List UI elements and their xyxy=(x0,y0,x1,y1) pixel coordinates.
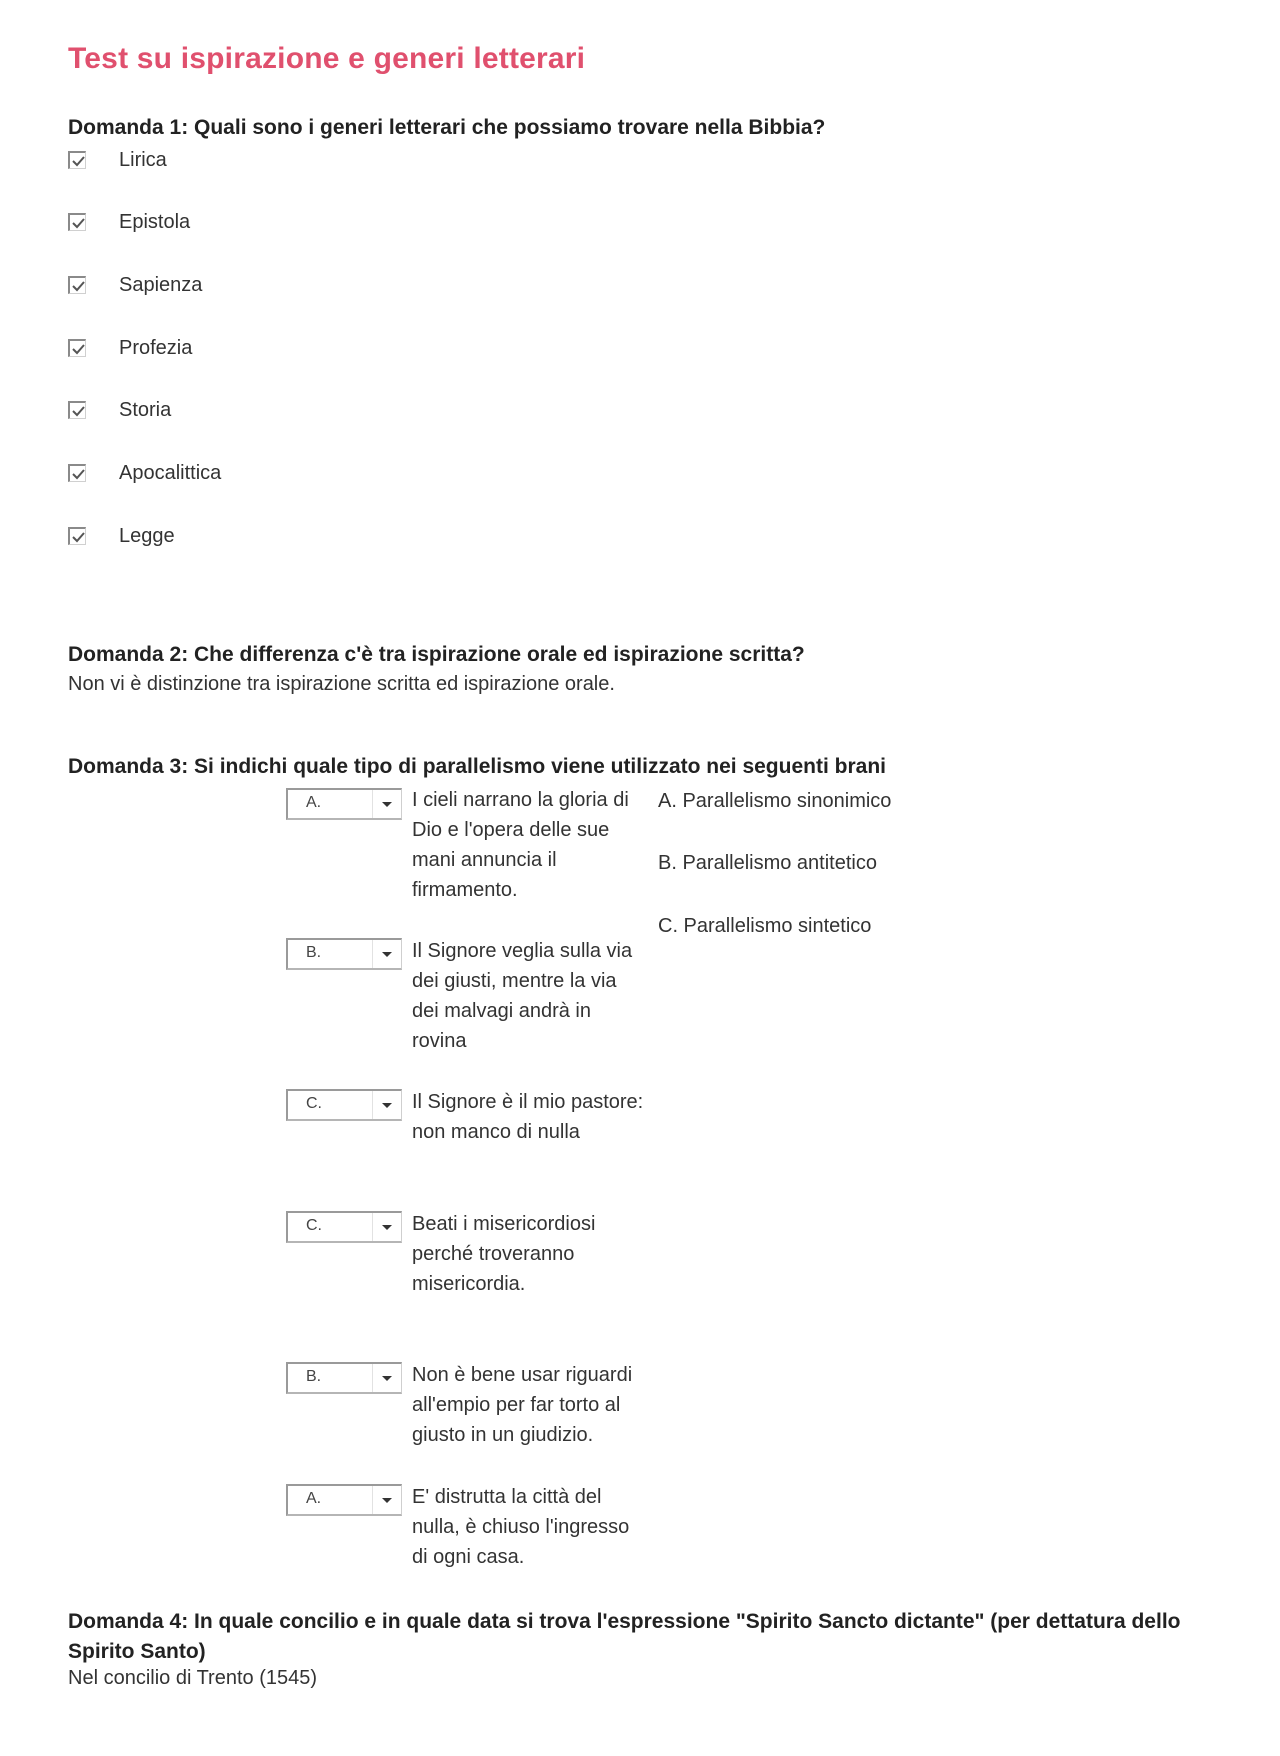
answer-select-1[interactable] xyxy=(286,788,402,820)
checkbox-lirica[interactable] xyxy=(68,151,86,169)
checkbox-row-sapienza[interactable] xyxy=(68,270,202,300)
checkmark-icon xyxy=(72,531,85,543)
passage-5: Non è bene usar riguardi all'empio per far torto al giusto in un giudizio. xyxy=(412,1364,633,1446)
question-2-title: Domanda 2: Che differenza c'è tra ispirazione orale ed ispirazione scritta? xyxy=(68,643,805,666)
checkbox-row-profezia[interactable] xyxy=(68,333,192,363)
question-3-title: Domanda 3: Si indichi quale tipo di parallelismo viene utilizzato nei seguenti brani xyxy=(68,755,886,778)
checkbox-apocalittica[interactable] xyxy=(68,464,86,482)
checkbox-label-storia: Storia xyxy=(119,398,172,421)
checkmark-icon xyxy=(72,155,85,167)
question-4-title: Domanda 4: In quale concilio e in quale data si trova l'espressione "Spirito Sancto dictante" (per dettatura dello Spirito Santo) xyxy=(68,1610,1181,1663)
chevron-down-icon[interactable] xyxy=(372,790,401,818)
question-1-title: Domanda 1: Quali sono i generi letterari che possiamo trovare nella Bibbia? xyxy=(68,116,826,139)
checkbox-storia[interactable] xyxy=(68,401,86,419)
checkbox-label-lirica: Lirica xyxy=(119,148,167,171)
passage-1: I cieli narrano la gloria di Dio e l'opera delle sue mani annuncia il firmamento. xyxy=(412,789,629,901)
checkbox-profezia[interactable] xyxy=(68,339,86,357)
checkbox-label-epistola: Epistola xyxy=(119,210,191,233)
passage-2: Il Signore veglia sulla via dei giusti, mentre la via dei malvagi andrà in rovina xyxy=(412,940,633,1052)
select-value: B. xyxy=(306,1368,322,1385)
checkbox-legge[interactable] xyxy=(68,527,86,545)
select-value: C. xyxy=(306,1217,322,1234)
option-a: A. Parallelismo sinonimico xyxy=(658,790,892,812)
select-value: A. xyxy=(306,794,322,811)
chevron-down-icon[interactable] xyxy=(372,1213,401,1241)
checkbox-label-sapienza: Sapienza xyxy=(119,273,203,296)
checkmark-icon xyxy=(72,468,85,480)
passage-4: Beati i misericordiosi perché troveranno misericordia. xyxy=(412,1213,596,1295)
chevron-down-icon[interactable] xyxy=(372,1091,401,1119)
checkmark-icon xyxy=(72,280,85,292)
checkmark-icon xyxy=(72,405,85,417)
passage-6: E' distrutta la città del nulla, è chiuso l'ingresso di ogni casa. xyxy=(412,1486,630,1568)
checkbox-sapienza[interactable] xyxy=(68,276,86,294)
option-b: B. Parallelismo antitetico xyxy=(658,852,877,874)
answer-select-5[interactable] xyxy=(286,1362,402,1394)
chevron-down-icon[interactable] xyxy=(372,1364,401,1392)
question-4-answer: Nel concilio di Trento (1545) xyxy=(68,1667,318,1689)
checkmark-icon xyxy=(72,343,85,355)
chevron-down-icon[interactable] xyxy=(372,940,401,968)
passage-3: Il Signore è il mio pastore: non manco di nulla xyxy=(412,1091,644,1143)
option-c: C. Parallelismo sintetico xyxy=(658,915,872,937)
select-value: A. xyxy=(306,1490,322,1507)
chevron-down-icon[interactable] xyxy=(372,1486,401,1514)
checkbox-label-profezia: Profezia xyxy=(119,336,193,359)
select-value: B. xyxy=(306,944,322,961)
checkmark-icon xyxy=(72,217,85,229)
checkbox-epistola[interactable] xyxy=(68,213,86,231)
checkbox-label-legge: Legge xyxy=(119,524,175,547)
checkbox-row-storia[interactable] xyxy=(68,395,171,425)
checkbox-row-legge[interactable] xyxy=(68,521,175,551)
answer-select-6[interactable] xyxy=(286,1484,402,1516)
checkbox-row-apocalittica[interactable] xyxy=(68,458,221,488)
answer-select-2[interactable] xyxy=(286,938,402,970)
answer-select-4[interactable] xyxy=(286,1211,402,1243)
checkbox-row-lirica[interactable] xyxy=(68,145,167,175)
question-2-answer: Non vi è distinzione tra ispirazione scritta ed ispirazione orale. xyxy=(68,673,615,695)
page-title: Test su ispirazione e generi letterari xyxy=(68,42,586,75)
checkbox-label-apocalittica: Apocalittica xyxy=(119,461,222,484)
checkbox-row-epistola[interactable] xyxy=(68,207,190,237)
answer-select-3[interactable] xyxy=(286,1089,402,1121)
select-value: C. xyxy=(306,1095,322,1112)
